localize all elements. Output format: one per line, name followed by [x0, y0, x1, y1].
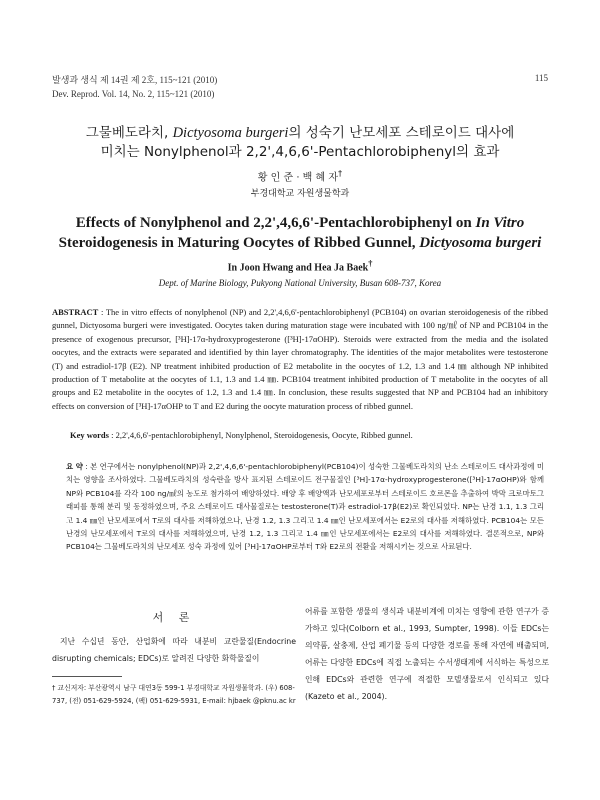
- corresponding-author-footnote: † 교신저자: 부산광역시 남구 대연3동 599-1 부경대학교 자원생물학과. (우) 608-737, (전) 051-629-5924, (팩) 051-629-5931, E-mail: hjbaek @pknu.ac kr: [52, 684, 296, 705]
- page-number: 115: [534, 73, 548, 83]
- english-title-part1: Effects of Nonylphenol and 2,2',4,6,6'-Pentachlorobiphenyl on: [75, 215, 476, 231]
- english-title-part2: Steroidogenesis in Maturing Oocytes of Ribbed Gunnel,: [58, 235, 420, 251]
- abstract-label: ABSTRACT: [52, 307, 99, 317]
- footnote-rule: [52, 676, 122, 677]
- korean-title-part2: 의 성숙기 난모세포 스테로이드 대사에: [288, 125, 515, 141]
- english-title: [40, 213, 560, 253]
- abstract-text: : The in vitro effects of nonylphenol (NP) and 2,2',4,6,6'-pentachlorobiphenyl (PCB104) on ovarian steroidogenesis of the ribbed gunnel, Dictyosoma burgeri were investigated. Oocytes taken during maturation stage were incubated with 100 ng/㎖ of NP and PCB104 in the presence of exogenous precursor, [³H]-17α-hydroxyprogesterone ([³H]-17αOHP). Steroids were extracted from the media and the isolated oocytes, and the extracts were separated and identified by thin layer chromatography. The identities of the major metabolites were testosterone (T) and estradiol-17β (E2). NP treatment inhibited production of E2 metabolite in the oocytes of 1.2, 1.3 and 1.4 ㎜ although NP inhibited production of T metabolite at the oocytes of 1.1, 1.3 and 1.4 ㎜. PCB104 treatment inhibited production of T metabolite in the oocytes of all groups and E2 metabolite in the oocytes of 1.2, 1.3 and 1.4 ㎜. In conclusion, these results suggested that NP and PCB104 had an inhibitory effects on conversion of [³H]-17αOHP to T and E2 during the oocyte maturation process of ribbed gunnel.: [52, 307, 549, 411]
- introduction-right-column: 어류를 포함한 생물의 생식과 내분비계에 미치는 영향에 관한 연구가 증가하고 있다(Colborn et al., 1993, Sumpter, 1998). 이들 EDCs는 의약품, 살충제, 산업 폐기물 등의 다양한 경로를 통해 자연에 배출되며, 어류는 다양한 EDCs에 직접 노출되는 수서생태계에 서식하는 특성으로 인해 EDCs와 관련한 연구에 적절한 모델생물로서 인식되고 있다(Kazeto et al., 2004).: [305, 607, 549, 701]
- english-abstract: [52, 306, 548, 413]
- korean-abstract-label: 요 약: [66, 462, 83, 471]
- korean-author-mark: †: [338, 168, 343, 178]
- keywords-text: : 2,2',4,6,6'-pentachlorobiphenyl, Nonylphenol, Steroidogenesis, Oocyte, Ribbed gunnel.: [111, 430, 413, 440]
- korean-abstract: [66, 460, 544, 554]
- journal-citation-kr: 발생과 생식 제 14권 제 2호, 115~121 (2010): [52, 75, 218, 85]
- korean-affiliation: 부경대학교 자원생물학과: [250, 189, 350, 199]
- korean-abstract-text: : 본 연구에서는 nonylphenol(NP)과 2,2',4,6,6'-pentachlorobiphenyl(PCB104)이 성숙한 그물베도라치의 난소 스테로이드 대사과정에 미치는 영향을 조사하였다. 그물베도라치의 성숙란을 방사 표지된 스테로이드 전구물질인 [³H]-17α-hydroxyprogesterone([³H]-17αOHP)와 함께 NP와 PCB104를 각각 100 ng/㎖의 농도로 첨가하여 배양하였다. 배양 후 배양액과 난모세포로부터 스테로이드 호르몬을 추출하여 박막 크로마토그래피를 통해 분리 및 동정하였으며, 주요 스테로이드 대사물질로는 testosterone(T)과 estradiol-17β(E2)로 확인되었다. NP는 난경 1.1, 1.3 그리고 1.4 ㎜인 난모세포에서 T로의 대사를 저해하였으나, 난경 1.2, 1.3 그리고 1.4 ㎜인 난모세포에서는 E2로의 대사를 저해하였다. PCB104는 모든 난경의 난모세포에서 T로의 대사를 저해하였으며, 난경 1.2, 1.3 그리고 1.4 ㎜인 난모세포에서는 E2로의 대사를 저해하였다. 결론적으로, NP와 PCB104는 그물베도라치의 난모세포 성숙 과정에 있어 [³H]-17αOHP로부터 T와 E2로의 전환을 저해시키는 것으로 사료된다.: [66, 462, 544, 552]
- english-author-mark: †: [368, 259, 373, 268]
- introduction-left-column: 지난 수십년 동안, 산업화에 따라 내분비 교란물질(Endocrine disrupting chemicals; EDCs)로 알려진 다양한 화학물질이: [52, 637, 296, 663]
- english-affiliation: Dept. of Marine Biology, Pukyong National University, Busan 608-737, Korea: [158, 278, 442, 288]
- korean-title-species: Dictyosoma burgeri: [172, 125, 289, 141]
- english-title-in-vitro: In Vitro: [475, 215, 525, 231]
- journal-header: [52, 73, 217, 101]
- english-authors: [0, 259, 600, 273]
- korean-authors: [0, 168, 600, 183]
- korean-title-part1: 그물베도라치,: [85, 125, 173, 141]
- keywords-label: Key words: [70, 430, 109, 440]
- english-title-species: Dictyosoma burgeri: [419, 235, 542, 251]
- english-author-names: In Joon Hwang and Hea Ja Baek: [227, 262, 369, 274]
- introduction-heading: 서 론: [152, 611, 196, 624]
- keywords: [70, 430, 548, 440]
- korean-author-names: 황 인 준 · 백 혜 자: [257, 172, 339, 184]
- korean-title: [40, 124, 560, 162]
- journal-citation-en: Dev. Reprod. Vol. 14, No. 2, 115~121 (2010): [52, 89, 215, 99]
- korean-title-line2: 미치는 Nonylphenol과 2,2',4,6,6'-Pentachlorobiphenyl의 효과: [100, 144, 500, 160]
